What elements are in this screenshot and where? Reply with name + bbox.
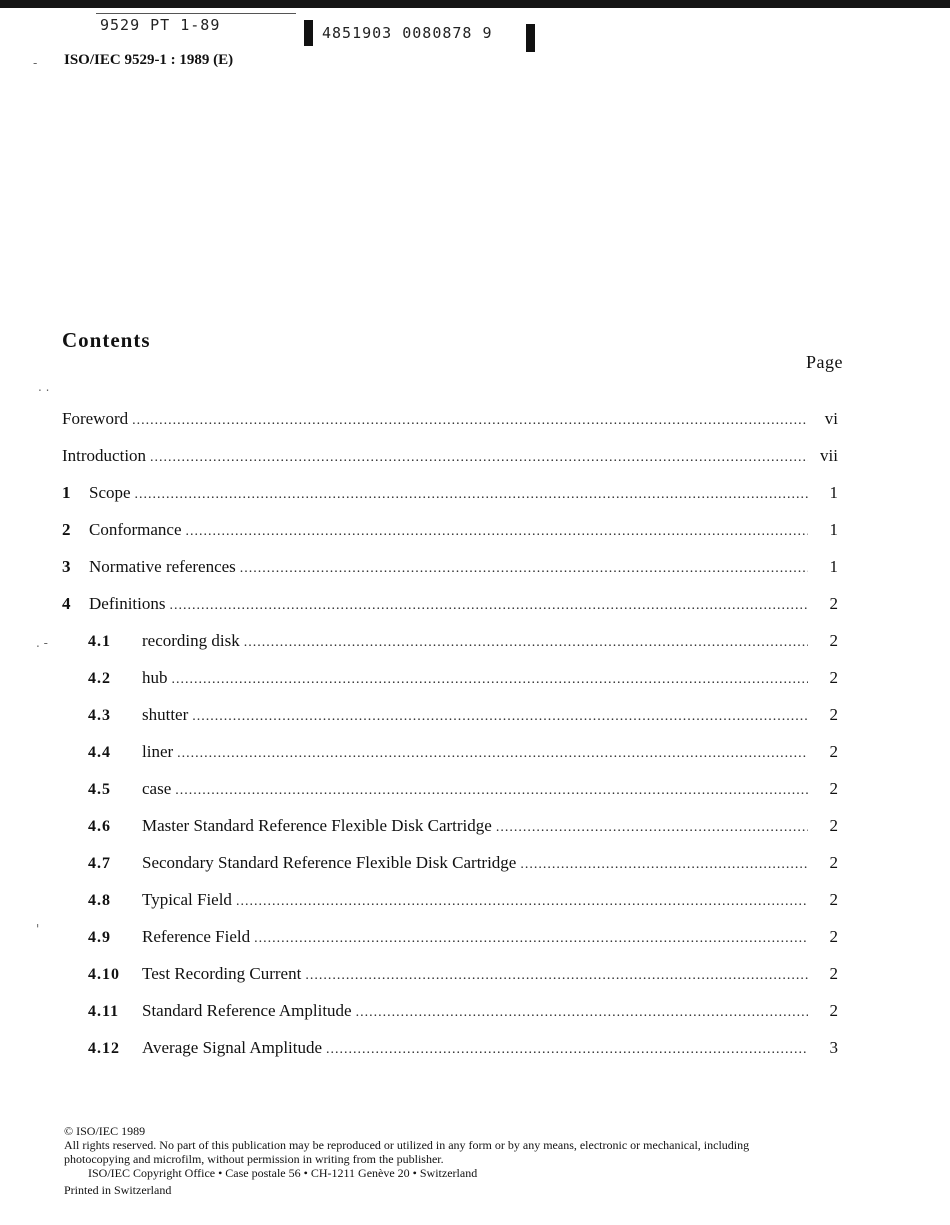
toc-entry-page: 1 [829, 483, 838, 502]
dot-leader [244, 635, 808, 651]
toc-entry-number: 4 [62, 594, 71, 613]
toc-entry-page: 2 [829, 779, 838, 798]
toc-entry-4-1[interactable] [62, 631, 838, 655]
toc-entry-title: Introduction [62, 446, 147, 465]
toc-entry-number: 1 [62, 483, 71, 502]
dot-leader [356, 1005, 808, 1021]
toc-entry-introduction[interactable] [62, 446, 838, 470]
toc-entry-number: 4.8 [88, 892, 111, 909]
toc-entry-title: Test Recording Current [142, 964, 302, 983]
toc-entry-title: liner [142, 742, 174, 761]
toc-entry-4-4[interactable] [62, 742, 838, 766]
toc-entry-title: Average Signal Amplitude [142, 1038, 323, 1057]
toc-entry-4-8[interactable] [62, 890, 838, 914]
toc-entry-title: Standard Reference Amplitude [142, 1001, 352, 1020]
toc-entry-number: 4.12 [88, 1040, 120, 1057]
toc-entry-4-6[interactable] [62, 816, 838, 840]
dot-leader [135, 487, 808, 503]
dot-leader [496, 820, 808, 836]
toc-entry-number: 4.10 [88, 966, 120, 983]
scan-speck: . . [38, 380, 50, 394]
toc-entry-number: 4.2 [88, 670, 111, 687]
barcode-mark-left [304, 20, 313, 46]
scan-speck: - [33, 56, 38, 70]
scan-rule [96, 13, 296, 14]
toc-entry-4-9[interactable] [62, 927, 838, 951]
toc-entry-4-7[interactable] [62, 853, 838, 877]
toc-entry-page: vii [820, 446, 838, 465]
scan-speck: ' [36, 922, 40, 936]
toc-entry-page: 2 [829, 705, 838, 724]
toc-entry-4-3[interactable] [62, 705, 838, 729]
toc-entry-4-2[interactable] [62, 668, 838, 692]
toc-entry-3[interactable] [62, 557, 838, 581]
dot-leader [177, 746, 808, 762]
toc-entry-page: 2 [829, 742, 838, 761]
toc-entry-title: Definitions [89, 594, 166, 613]
toc-entry-title: recording disk [142, 631, 240, 650]
page-column-label: Page [806, 352, 843, 372]
toc-entry-page: vi [824, 409, 838, 428]
toc-entry-page: 2 [829, 853, 838, 872]
scan-top-border [0, 0, 950, 8]
dot-leader [240, 561, 808, 577]
toc-entry-page: 1 [829, 557, 838, 576]
toc-entry-title: shutter [142, 705, 189, 724]
toc-entry-page: 3 [829, 1038, 838, 1057]
scan-speck: . - [36, 636, 48, 650]
toc-entry-number: 4.3 [88, 707, 111, 724]
toc-entry-4-5[interactable] [62, 779, 838, 803]
rights-text-line-1: All rights reserved. No part of this publication may be reproduced or utilized in any form or by any means, electronic or mechanical, including [64, 1138, 750, 1152]
toc-entry-page: 2 [829, 1001, 838, 1020]
toc-entry-page: 1 [829, 520, 838, 539]
publisher-address: ISO/IEC Copyright Office • Case postale 56 • CH-1211 Genève 20 • Switzerland [88, 1166, 478, 1180]
toc-entry-title: Normative references [89, 557, 236, 576]
dot-leader [150, 450, 808, 466]
toc-entry-title: Scope [89, 483, 131, 502]
toc-entry-4[interactable] [62, 594, 838, 618]
dot-leader [326, 1042, 808, 1058]
toc-entry-page: 2 [829, 964, 838, 983]
toc-entry-2[interactable] [62, 520, 838, 544]
toc-entry-title: Master Standard Reference Flexible Disk Cartridge [142, 816, 492, 835]
toc-entry-title: Conformance [89, 520, 182, 539]
toc-entry-title: Foreword [62, 409, 129, 428]
scan-code-left: 9529 PT 1-89 [100, 16, 221, 34]
toc-entry-page: 2 [829, 631, 838, 650]
toc-entry-4-12[interactable] [62, 1038, 838, 1062]
dot-leader [192, 709, 808, 725]
toc-entry-number: 4.4 [88, 744, 111, 761]
toc-entry-number: 3 [62, 557, 71, 576]
toc-entry-title: Typical Field [142, 890, 232, 909]
contents-title: Contents [62, 328, 151, 352]
scan-code-right: 4851903 0080878 9 [322, 24, 493, 42]
dot-leader [172, 672, 809, 688]
toc-entry-4-10[interactable] [62, 964, 838, 988]
toc-entry-number: 2 [62, 520, 71, 539]
printed-in: Printed in Switzerland [64, 1183, 172, 1197]
document-id: ISO/IEC 9529-1 : 1989 (E) [64, 52, 234, 68]
toc-entry-number: 4.11 [88, 1003, 120, 1020]
dot-leader [132, 413, 808, 429]
dot-leader [236, 894, 808, 910]
toc-entry-number: 4.9 [88, 929, 111, 946]
copyright-notice [64, 1124, 749, 1197]
toc-entry-number: 4.1 [88, 633, 111, 650]
toc-entry-1[interactable] [62, 483, 838, 507]
toc-entry-title: hub [142, 668, 168, 687]
toc-entry-title: Secondary Standard Reference Flexible Disk Cartridge [142, 853, 517, 872]
dot-leader [186, 524, 808, 540]
dot-leader [175, 783, 808, 799]
toc-entry-number: 4.6 [88, 818, 111, 835]
toc-entry-page: 2 [829, 594, 838, 613]
dot-leader [520, 857, 808, 873]
toc-entry-4-11[interactable] [62, 1001, 838, 1025]
barcode-mark-right [526, 24, 535, 52]
copyright-line: © ISO/IEC 1989 [64, 1124, 146, 1138]
toc-entry-page: 2 [829, 927, 838, 946]
toc-entry-foreword[interactable] [62, 409, 838, 433]
toc-entry-title: Reference Field [142, 927, 251, 946]
toc-entry-page: 2 [829, 816, 838, 835]
rights-text-line-2: photocopying and microfilm, without permission in writing from the publisher. [64, 1152, 444, 1166]
dot-leader [170, 598, 809, 614]
toc-entry-page: 2 [829, 890, 838, 909]
toc-entry-page: 2 [829, 668, 838, 687]
dot-leader [254, 931, 808, 947]
dot-leader [305, 968, 808, 984]
toc-entry-number: 4.7 [88, 855, 111, 872]
toc-entry-number: 4.5 [88, 781, 111, 798]
toc-entry-title: case [142, 779, 172, 798]
